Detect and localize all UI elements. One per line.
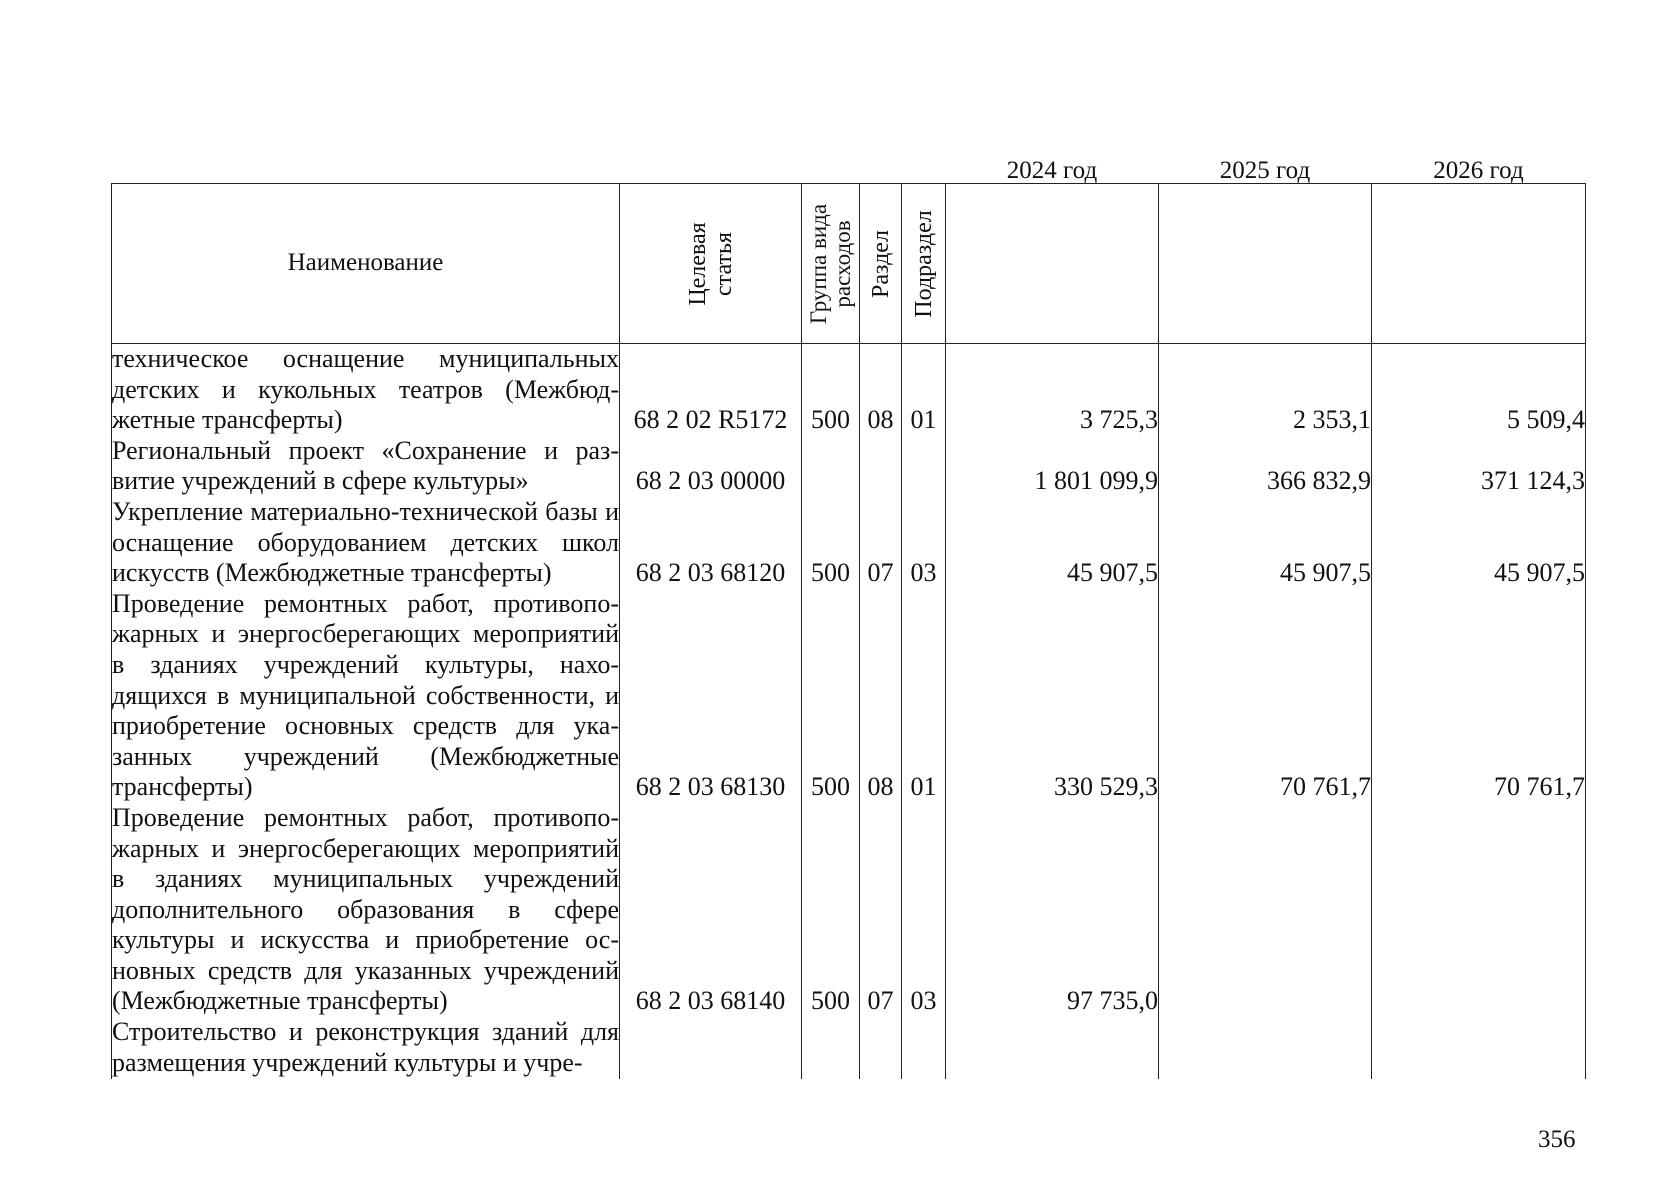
row-2024: 45 907,5 bbox=[946, 497, 1159, 589]
row-subsection bbox=[902, 1017, 946, 1079]
row-subsection: 01 bbox=[902, 589, 946, 803]
header-2026 bbox=[1372, 157, 1586, 344]
row-2024: 3 725,3 bbox=[946, 344, 1159, 436]
row-group bbox=[802, 1017, 860, 1079]
row-2025: 70 761,7 bbox=[1159, 589, 1372, 803]
row-2024: 330 529,3 bbox=[946, 589, 1159, 803]
row-target: 68 2 03 68120 bbox=[620, 497, 802, 589]
row-2026: 5 509,4 bbox=[1372, 344, 1586, 436]
table-row bbox=[112, 497, 1586, 589]
row-section bbox=[860, 1017, 902, 1079]
row-name: Проведение ремонтных работ, противопожарных и энергосберегающих мероприятий в зданиях учреждений культуры, находящихся в муниципальной собственности, и приобретение основных средств для указанных учреждений (Межбюджетные трансферты) bbox=[112, 588, 619, 802]
header-subsection bbox=[902, 184, 946, 344]
row-2026: 371 124,3 bbox=[1372, 436, 1586, 497]
row-section: 07 bbox=[860, 497, 902, 589]
header-section-label: Раздел bbox=[867, 229, 894, 298]
header-2025-label: 2025 год bbox=[1219, 157, 1311, 184]
row-group: 500 bbox=[802, 344, 860, 436]
row-group: 500 bbox=[802, 589, 860, 803]
table-row bbox=[112, 1017, 1586, 1079]
row-group: 500 bbox=[802, 497, 860, 589]
row-2025: 45 907,5 bbox=[1159, 497, 1372, 589]
row-2024: 1 801 099,9 bbox=[946, 436, 1159, 497]
header-section bbox=[860, 184, 902, 344]
header-2025 bbox=[1159, 157, 1372, 344]
row-name: Укрепление материально-технической базы и оснащение оборудованием детских школ искусств (Межбюджетные трансферты) bbox=[112, 496, 619, 588]
row-target: 68 2 03 68140 bbox=[620, 803, 802, 1017]
row-target: 68 2 03 68130 bbox=[620, 589, 802, 803]
row-2026: 70 761,7 bbox=[1372, 589, 1586, 803]
row-subsection: 01 bbox=[902, 344, 946, 436]
row-group: 500 bbox=[802, 803, 860, 1017]
header-2024 bbox=[946, 157, 1159, 344]
page-number: 356 bbox=[1538, 1126, 1576, 1153]
table-row bbox=[112, 436, 1586, 497]
row-group bbox=[802, 436, 860, 497]
row-2026 bbox=[1372, 803, 1586, 1017]
header-subsection-label: Подраздел bbox=[910, 209, 937, 318]
row-name: Строительство и реконструкция зданий для размещения учреждений культуры и учре- bbox=[112, 1017, 620, 1079]
row-name: техническое оснащение муниципальных детских и кукольных театров (Межбюджетные трансферты) bbox=[112, 344, 619, 435]
header-name: Наименование bbox=[112, 184, 620, 344]
budget-table bbox=[111, 157, 1586, 1079]
header-2026-label: 2026 год bbox=[1433, 157, 1524, 184]
header-2024-label: 2024 год bbox=[1006, 157, 1098, 184]
row-subsection bbox=[902, 436, 946, 497]
table-body bbox=[112, 344, 1586, 1080]
header-group bbox=[802, 184, 860, 344]
row-2026: 45 907,5 bbox=[1372, 497, 1586, 589]
table-row bbox=[112, 589, 1586, 803]
table-row bbox=[112, 344, 1586, 436]
row-name: Проведение ремонтных работ, противопожарных и энергосберегающих мероприятий в зданиях муниципальных учреждений дополнительного образования в сфере культуры и искусства и приобретение основных средств для указанных учреждений (Межбюджетные трансферты) bbox=[112, 802, 619, 1016]
row-subsection: 03 bbox=[902, 497, 946, 589]
row-section bbox=[860, 436, 902, 497]
row-2025 bbox=[1159, 803, 1372, 1017]
table-row bbox=[112, 803, 1586, 1017]
header-row bbox=[112, 184, 1586, 344]
row-target: 68 2 03 00000 bbox=[620, 436, 802, 497]
row-2024 bbox=[946, 1017, 1159, 1079]
row-section: 08 bbox=[860, 344, 902, 436]
row-2025: 2 353,1 bbox=[1159, 344, 1372, 436]
row-section: 08 bbox=[860, 589, 902, 803]
row-name: Региональный проект «Сохранение и развитие учреждений в сфере культуры» bbox=[112, 435, 619, 496]
header-group-label: Группа вида расходов bbox=[805, 203, 855, 324]
header-target-label: Целевая статья bbox=[684, 221, 737, 306]
row-subsection: 03 bbox=[902, 803, 946, 1017]
row-2025 bbox=[1159, 1017, 1372, 1079]
header-target bbox=[620, 184, 802, 344]
row-target: 68 2 02 R5172 bbox=[620, 344, 802, 436]
row-section: 07 bbox=[860, 803, 902, 1017]
row-target bbox=[620, 1017, 802, 1079]
row-2024: 97 735,0 bbox=[946, 803, 1159, 1017]
table-header bbox=[112, 157, 1586, 344]
row-2026 bbox=[1372, 1017, 1586, 1079]
row-2025: 366 832,9 bbox=[1159, 436, 1372, 497]
